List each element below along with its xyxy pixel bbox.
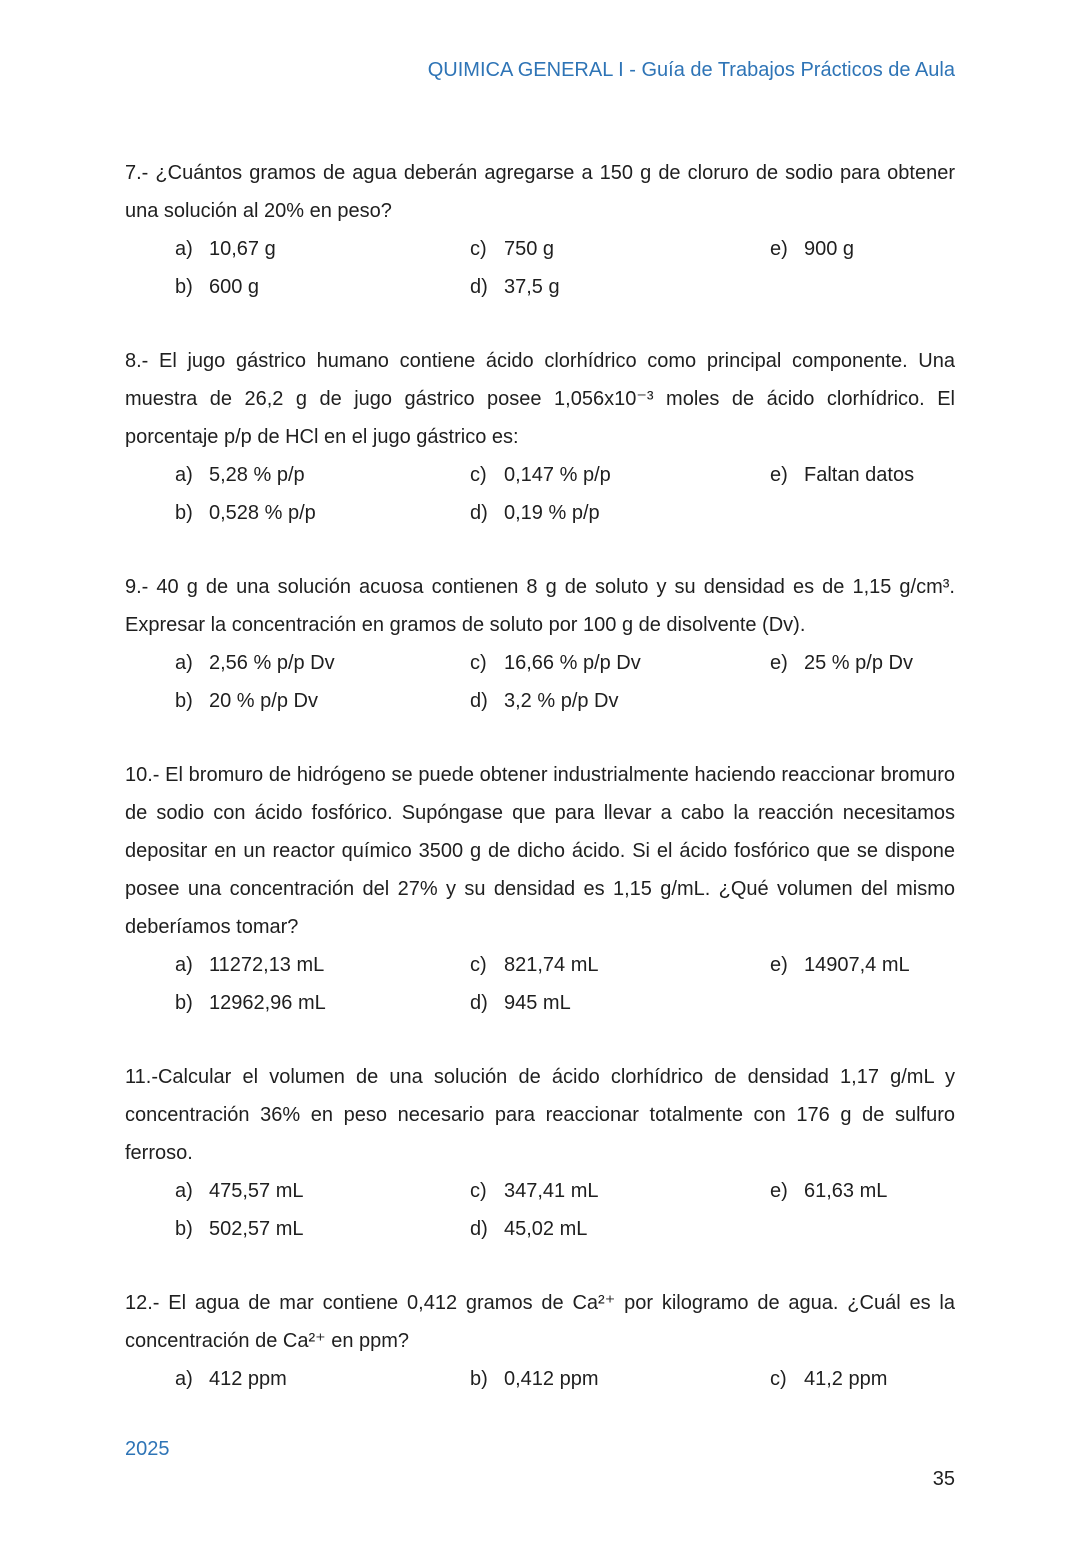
question-block-11	[125, 1058, 955, 1248]
option-letter: e)	[770, 652, 788, 674]
option-e	[770, 644, 955, 682]
option-c	[470, 1172, 770, 1210]
option-value: 10,67 g	[209, 238, 276, 260]
option-letter: b)	[175, 1218, 193, 1240]
option-letter: a)	[175, 238, 193, 260]
option-letter: a)	[175, 954, 193, 976]
option-letter: b)	[175, 690, 193, 712]
options-row	[175, 946, 955, 984]
option-e	[770, 456, 955, 494]
question-block-9	[125, 568, 955, 720]
question-11-options	[125, 1172, 955, 1248]
option-value: 41,2 ppm	[804, 1368, 888, 1390]
option-value: 821,74 mL	[504, 954, 599, 976]
option-value: 5,28 % p/p	[209, 464, 305, 486]
option-d	[470, 268, 770, 306]
options-row	[175, 682, 955, 720]
question-9-text: 9.- 40 g de una solución acuosa contienen 8 g de soluto y su densidad es de 1,15 g/cm³. Expresar la concentración en gramos de soluto por 100 g de disolvente (Dv).	[125, 576, 955, 636]
option-a	[175, 1172, 470, 1210]
options-row	[175, 1172, 955, 1210]
option-value: 347,41 mL	[504, 1180, 599, 1202]
header-title: QUIMICA GENERAL I - Guía de Trabajos Prácticos de Aula	[427, 59, 955, 81]
option-value: 37,5 g	[504, 276, 560, 298]
option-letter: c)	[470, 652, 487, 674]
options-row	[175, 1360, 955, 1398]
option-a	[175, 946, 470, 984]
question-block-8	[125, 342, 955, 532]
options-row	[175, 268, 955, 306]
option-letter: c)	[470, 1180, 487, 1202]
option-letter: e)	[770, 954, 788, 976]
option-letter: c)	[470, 238, 487, 260]
option-b	[175, 1210, 470, 1248]
option-value: 0,412 ppm	[504, 1368, 599, 1390]
option-b	[175, 984, 470, 1022]
option-value: 61,63 mL	[804, 1180, 888, 1202]
option-letter: b)	[175, 276, 193, 298]
option-value: 14907,4 mL	[804, 954, 910, 976]
option-d	[470, 682, 770, 720]
option-b	[175, 494, 470, 532]
option-value: 945 mL	[504, 992, 571, 1014]
question-10-text: 10.- El bromuro de hidrógeno se puede obtener industrialmente haciendo reaccionar bromuro de sodio con ácido fosfórico. Supóngase que para llevar a cabo la reacción necesitamos depositar en un reactor químico 3500 g de dicho ácido. Si el ácido fosfórico que se dispone posee una concentración del 27% y su densidad es 1,15 g/mL. ¿Qué volumen del mismo deberíamos tomar?	[125, 764, 955, 938]
question-7-options	[125, 230, 955, 306]
question-12-text: 12.- El agua de mar contiene 0,412 gramos de Ca²⁺ por kilogramo de agua. ¿Cuál es la concentración de Ca²⁺ en ppm?	[125, 1292, 955, 1352]
option-value: 12962,96 mL	[209, 992, 326, 1014]
option-c	[470, 456, 770, 494]
option-value: 475,57 mL	[209, 1180, 304, 1202]
option-value: 45,02 mL	[504, 1218, 588, 1240]
question-block-7	[125, 154, 955, 306]
option-value: 502,57 mL	[209, 1218, 304, 1240]
option-value: 0,528 % p/p	[209, 502, 316, 524]
question-11-text: 11.-Calcular el volumen de una solución de ácido clorhídrico de densidad 1,17 g/mL y concentración 36% en peso necesario para reaccionar totalmente con 176 g de sulfuro ferroso.	[125, 1066, 955, 1164]
option-value: 16,66 % p/p Dv	[504, 652, 641, 674]
option-letter: e)	[770, 1180, 788, 1202]
option-value: 0,19 % p/p	[504, 502, 600, 524]
options-row	[175, 644, 955, 682]
option-c	[470, 946, 770, 984]
option-value: 900 g	[804, 238, 855, 260]
option-e	[770, 946, 955, 984]
option-c	[470, 230, 770, 268]
page-header	[125, 56, 955, 84]
question-block-10	[125, 756, 955, 1022]
option-letter: a)	[175, 464, 193, 486]
question-block-12	[125, 1284, 955, 1398]
option-letter: b)	[470, 1368, 488, 1390]
option-d	[470, 984, 770, 1022]
option-value: 3,2 % p/p Dv	[504, 690, 619, 712]
option-d	[470, 1210, 770, 1248]
option-value: 25 % p/p Dv	[804, 652, 913, 674]
option-letter: c)	[470, 464, 487, 486]
option-b	[175, 268, 470, 306]
options-row	[175, 456, 955, 494]
question-9-options	[125, 644, 955, 720]
option-letter: a)	[175, 652, 193, 674]
option-value: 2,56 % p/p Dv	[209, 652, 335, 674]
option-letter: d)	[470, 276, 488, 298]
option-letter: d)	[470, 690, 488, 712]
option-e	[770, 230, 955, 268]
option-d	[470, 494, 770, 532]
option-value: Faltan datos	[804, 464, 915, 486]
options-row	[175, 230, 955, 268]
option-e	[770, 1172, 955, 1210]
options-row	[175, 1210, 955, 1248]
option-letter: d)	[470, 1218, 488, 1240]
option-letter: d)	[470, 992, 488, 1014]
footer-year: 2025	[125, 1438, 170, 1460]
option-letter: c)	[770, 1368, 787, 1390]
question-12-options	[125, 1360, 955, 1398]
option-letter: b)	[175, 992, 193, 1014]
option-letter: d)	[470, 502, 488, 524]
option-letter: e)	[770, 238, 788, 260]
options-row	[175, 984, 955, 1022]
option-b	[175, 682, 470, 720]
question-10-options	[125, 946, 955, 1022]
option-letter: b)	[175, 502, 193, 524]
question-7-text: 7.- ¿Cuántos gramos de agua deberán agregarse a 150 g de cloruro de sodio para obtener una solución al 20% en peso?	[125, 162, 955, 222]
option-b	[470, 1360, 770, 1398]
option-c	[770, 1360, 955, 1398]
option-a	[175, 1360, 470, 1398]
question-8-options	[125, 456, 955, 532]
option-a	[175, 230, 470, 268]
page-footer	[125, 1434, 955, 1494]
option-c	[470, 644, 770, 682]
option-a	[175, 644, 470, 682]
option-value: 20 % p/p Dv	[209, 690, 318, 712]
option-letter: a)	[175, 1368, 193, 1390]
option-letter: e)	[770, 464, 788, 486]
option-value: 11272,13 mL	[209, 954, 325, 976]
options-row	[175, 494, 955, 532]
option-a	[175, 456, 470, 494]
option-value: 412 ppm	[209, 1368, 287, 1390]
page-number: 35	[932, 1468, 955, 1490]
option-value: 0,147 % p/p	[504, 464, 611, 486]
option-letter: a)	[175, 1180, 193, 1202]
option-value: 600 g	[209, 276, 260, 298]
option-value: 750 g	[504, 238, 555, 260]
option-letter: c)	[470, 954, 487, 976]
question-8-text: 8.- El jugo gástrico humano contiene ácido clorhídrico como principal componente. Una muestra de 26,2 g de jugo gástrico posee 1,056x10⁻³ moles de ácido clorhídrico. El porcentaje p/p de HCl en el jugo gástrico es:	[125, 350, 955, 448]
